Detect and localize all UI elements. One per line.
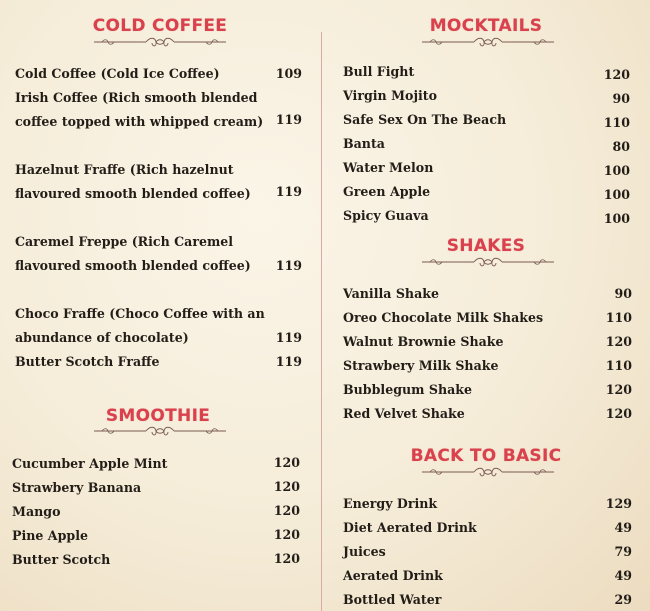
section-title-smoothie: SMOOTHIE [105,406,211,426]
menu-item-price: 90 [612,91,630,106]
flourish-ornament [420,467,556,477]
menu-item-name: Spicy Guava [343,208,429,223]
menu-item-name: Caremel Freppe (Rich Caremel [15,234,234,249]
menu-item-price: 49 [614,520,632,535]
menu-item-price: 100 [603,163,630,178]
menu-item-price: 110 [605,310,632,325]
menu-item-price: 29 [614,592,632,607]
flourish-ornament [92,426,228,436]
menu-item-description: coffee topped with whipped cream) [15,114,264,129]
menu-item-name: Strawbery Banana [12,480,142,495]
menu-item-name: Choco Fraffe (Choco Coffee with an [15,306,265,321]
menu-item-price: 119 [275,112,302,127]
menu-item-name: Water Melon [343,160,434,175]
menu-item-name: Energy Drink [343,496,438,511]
flourish-ornament [420,257,556,267]
menu-item-name: Hazelnut Fraffe (Rich hazelnut [15,162,234,177]
menu-item-price: 120 [273,455,300,470]
menu-item-price: 110 [605,358,632,373]
menu-item-price: 120 [273,503,300,518]
menu-item-name: Aerated Drink [343,568,443,583]
column-divider [321,32,322,611]
menu-item-price: 79 [614,544,632,559]
menu-item-name: Red Velvet Shake [343,406,465,421]
menu-item-description: flavoured smooth blended coffee) [15,186,251,201]
menu-item-price: 49 [614,568,632,583]
section-title-mocktails: MOCKTAILS [429,16,543,36]
menu-item-price: 119 [275,330,302,345]
menu-item-price: 120 [605,334,632,349]
menu-item-price: 100 [603,211,630,226]
menu-item-name: Diet Aerated Drink [343,520,477,535]
menu-item-price: 120 [605,406,632,421]
menu-item-description: abundance of chocolate) [15,330,189,345]
section-title-cold-coffee: COLD COFFEE [92,16,228,36]
section-title-back-to-basic: BACK TO BASIC [410,446,562,466]
menu-item-price: 120 [603,67,630,82]
menu-item-name: Butter Scotch [12,552,111,567]
menu-item-price: 129 [605,496,632,511]
menu-item-name: Safe Sex On The Beach [343,112,507,127]
menu-item-price: 119 [275,258,302,273]
menu-item-name: Bull Fight [343,64,415,79]
menu-item-price: 119 [275,354,302,369]
menu-item-name: Bottled Water [343,592,442,607]
menu-item-name: Pine Apple [12,528,88,543]
menu-item-name: Irish Coffee (Rich smooth blended [15,90,258,105]
menu-item-price: 109 [275,66,302,81]
menu-item-name: Cucumber Apple Mint [12,456,168,471]
menu-item-price: 110 [603,115,630,130]
menu-item-price: 120 [605,382,632,397]
menu-item-name: Bubblegum Shake [343,382,473,397]
menu-item-name: Vanilla Shake [343,286,439,301]
menu-item-name: Green Apple [343,184,431,199]
menu-item-price: 120 [273,527,300,542]
menu-item-name: Banta [343,136,385,151]
menu-item-name: Butter Scotch Fraffe [15,354,160,369]
menu-item-name: Mango [12,504,61,519]
menu-item-description: flavoured smooth blended coffee) [15,258,251,273]
menu-item-name: Walnut Brownie Shake [343,334,504,349]
menu-item-price: 100 [603,187,630,202]
menu-item-name: Oreo Chocolate Milk Shakes [343,310,544,325]
menu-item-name: Strawbery Milk Shake [343,358,499,373]
section-title-shakes: SHAKES [446,236,526,256]
flourish-ornament [420,37,556,47]
menu-item-name: Cold Coffee (Cold Ice Coffee) [15,66,220,81]
menu-item-price: 120 [273,551,300,566]
menu-item-price: 120 [273,479,300,494]
flourish-ornament [92,37,228,47]
menu-item-price: 90 [614,286,632,301]
menu-item-price: 80 [612,139,630,154]
menu-item-name: Virgin Mojito [343,88,437,103]
menu-item-price: 119 [275,184,302,199]
menu-item-name: Juices [343,544,386,559]
